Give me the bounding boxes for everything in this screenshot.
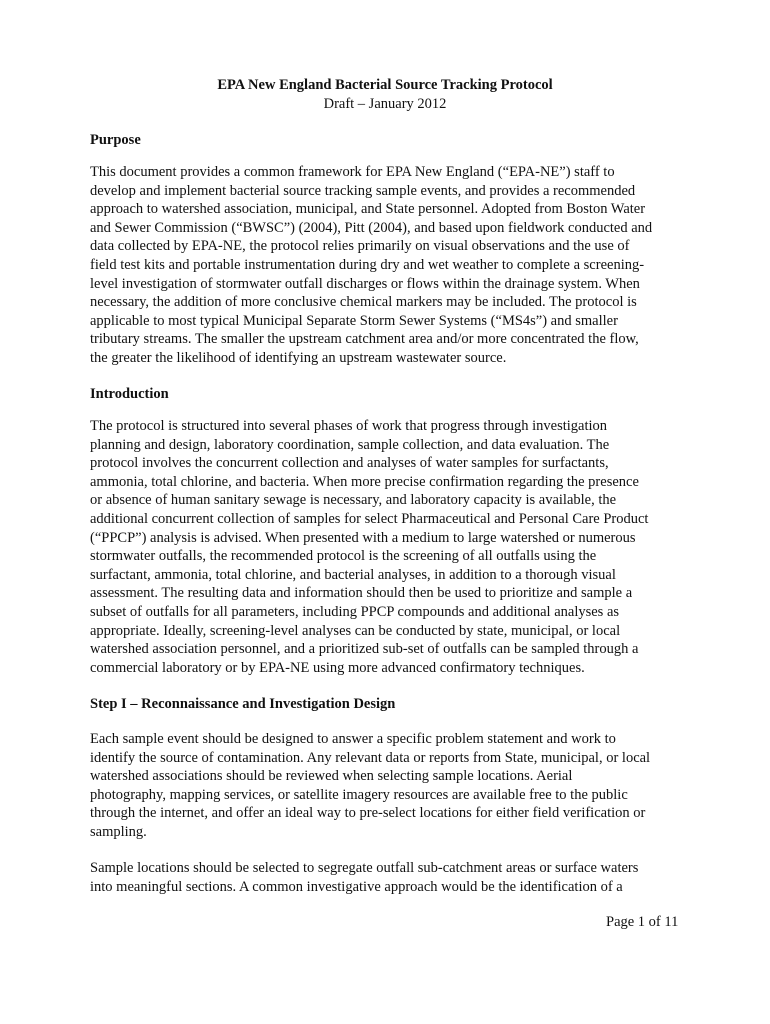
text-line: approach to watershed association, municipal, and State personnel. Adopted from Boston Water — [90, 201, 646, 218]
text-line: additional concurrent collection of samples for select Pharmaceutical and Personal Care Product — [90, 510, 649, 527]
text-line: and Sewer Commission (“BWSC”) (2004), Pitt (2004), and based upon fieldwork conducted and — [90, 219, 653, 236]
section-heading-step-1: Step I – Reconnaissance and Investigation Design — [90, 696, 396, 712]
text-line: The protocol is structured into several phases of work that progress through investigation — [90, 418, 608, 434]
text-line: Sample locations should be selected to segregate outfall sub-catchment areas or surface waters — [90, 860, 639, 876]
text-line: tributary streams. The smaller the upstream catchment area and/or more concentrated the flow, — [90, 331, 639, 348]
text-line: subset of outfalls for all parameters, including PPCP compounds and additional analyses as — [90, 603, 620, 620]
text-line: develop and implement bacterial source tracking sample events, and provides a recommended — [90, 182, 636, 199]
text-line: ammonia, total chlorine, and bacteria. When more precise confirmation regarding the presence — [90, 473, 639, 490]
text-line: field test kits and portable instrumentation during dry and wet weather to complete a screening- — [90, 256, 645, 273]
text-line: data collected by EPA-NE, the protocol relies primarily on visual observations and the use of — [90, 238, 630, 255]
text-line: watershed association personnel, and a prioritized sub-set of outfalls can be sampled through a — [90, 641, 639, 658]
text-line: or absence of human sanitary sewage is necessary, and laboratory capacity is available, the — [90, 492, 617, 509]
text-line: the greater the likelihood of identifying an upstream wastewater source. — [90, 349, 507, 366]
text-line: (“PPCP”) analysis is advised. When presented with a medium to large watershed or numerous — [90, 529, 636, 546]
paragraph-introduction — [90, 417, 690, 677]
paragraph-purpose — [90, 163, 690, 368]
text-line: This document provides a common framework for EPA New England (“EPA-NE”) staff to — [90, 164, 615, 180]
text-line: photography, mapping services, or satellite imagery resources are available free to the public — [90, 786, 628, 803]
text-line: planning and design, laboratory coordination, sample collection, and data evaluation. The — [90, 436, 610, 453]
section-heading-purpose: Purpose — [90, 132, 141, 148]
text-line: surfactant, ammonia, total chlorine, and bacterial analyses, in addition to a thorough visual — [90, 566, 616, 583]
text-line: Each sample event should be designed to answer a specific problem statement and work to — [90, 731, 616, 747]
text-line: necessary, the addition of more conclusive chemical markers may be included. The protocol is — [90, 294, 637, 311]
paragraph-step-1-a — [90, 730, 690, 842]
text-line: applicable to most typical Municipal Separate Storm Sewer Systems (“MS4s”) and smaller — [90, 312, 618, 329]
page-number: Page 1 of 11 — [606, 914, 679, 930]
document-subtitle: Draft – January 2012 — [323, 96, 447, 112]
text-line: identify the source of contamination. Any relevant data or reports from State, municipal, or local — [90, 749, 651, 766]
text-line: commercial laboratory or by EPA-NE using more advanced confirmatory techniques. — [90, 659, 585, 676]
text-line: appropriate. Ideally, screening-level analyses can be conducted by state, municipal, or local — [90, 622, 621, 639]
text-line: watershed associations should be reviewed when selecting sample locations. Aerial — [90, 768, 573, 785]
text-line: through the internet, and offer an ideal way to pre-select locations for either field verification or — [90, 805, 646, 822]
text-line: into meaningful sections. A common investigative approach would be the identification of a — [90, 878, 623, 895]
paragraph-step-1-b — [90, 859, 690, 896]
text-line: assessment. The resulting data and information should then be used to prioritize and sample a — [90, 585, 633, 602]
text-line: protocol involves the concurrent collection and analyses of water samples for surfactants, — [90, 455, 609, 472]
text-line: stormwater outfalls, the recommended protocol is the screening of all outfalls using the — [90, 548, 597, 565]
section-heading-introduction: Introduction — [90, 386, 169, 402]
text-line: level investigation of stormwater outfall discharges or flows within the drainage system. When — [90, 275, 640, 292]
text-line: sampling. — [90, 823, 147, 840]
document-title: EPA New England Bacterial Source Tracking Protocol — [217, 77, 553, 93]
